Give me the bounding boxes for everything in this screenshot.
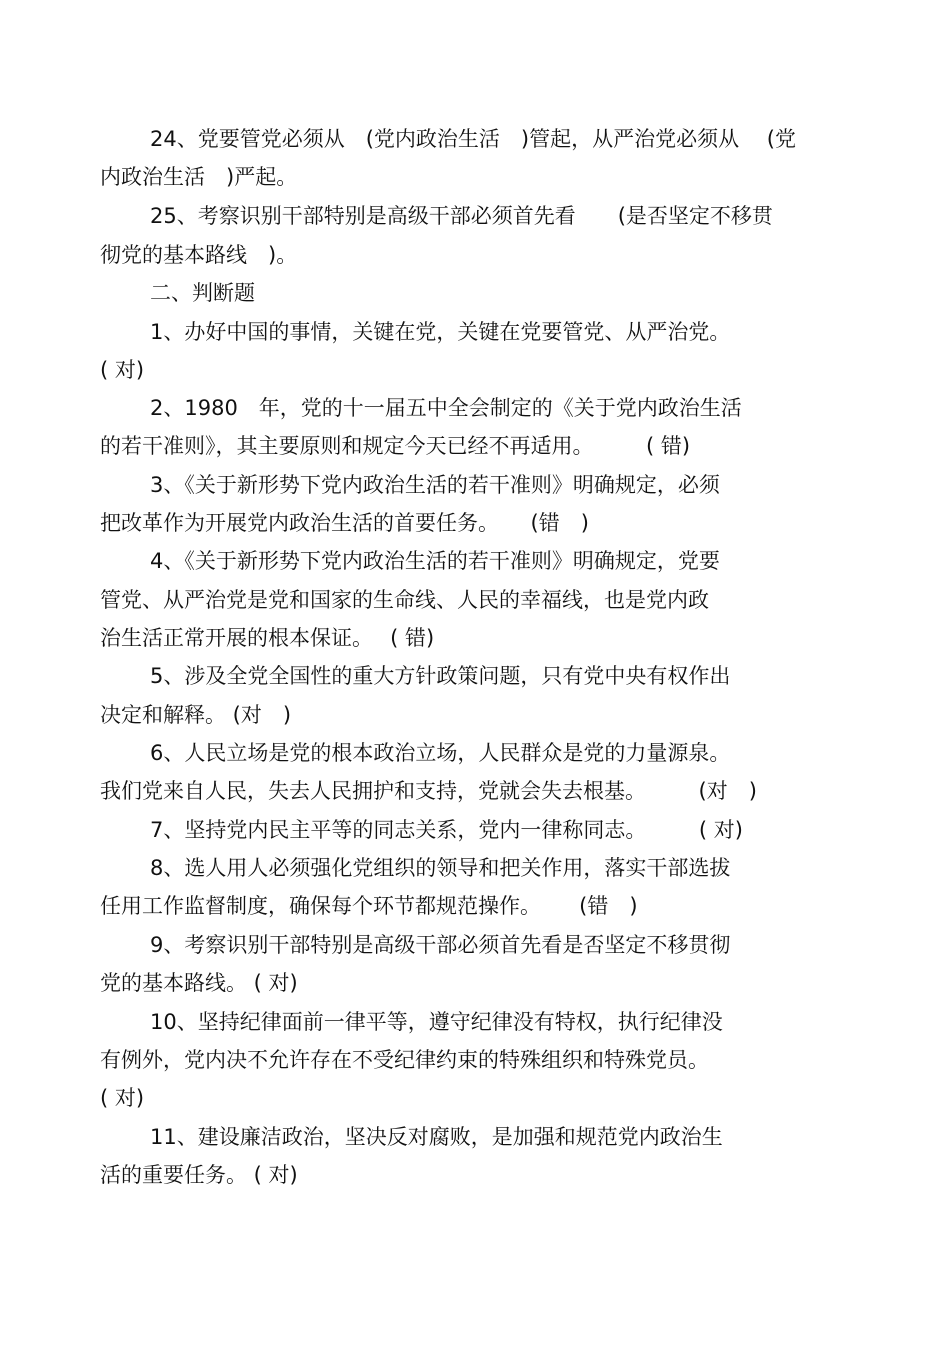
judgement-10-line-1: 10、坚持纪律面前一律平等，遵守纪律没有特权，执行纪律没 xyxy=(150,1010,723,1034)
question-24-line-1: 24、党要管党必须从 (党内政治生活 )管起，从严治党必须从 (党 xyxy=(150,127,796,151)
question-24-line-2: 内政治生活 )严起。 xyxy=(100,165,298,189)
question-25-line-2: 彻党的基本路线 )。 xyxy=(100,243,298,267)
judgement-1-line-2: ( 对) xyxy=(100,358,145,382)
judgement-9-line-2: 党的基本路线。 ( 对) xyxy=(100,971,298,995)
judgement-8-line-1: 8、选人用人必须强化党组织的领导和把关作用，落实干部选拔 xyxy=(150,856,731,880)
judgement-6-line-1: 6、人民立场是党的根本政治立场，人民群众是党的力量源泉。 xyxy=(150,741,731,765)
judgement-5-line-1: 5、涉及全党全国性的重大方针政策问题，只有党中央有权作出 xyxy=(150,664,731,688)
section-heading: 二、判断题 xyxy=(150,281,255,305)
judgement-4-line-1: 4、《关于新形势下党内政治生活的若干准则》明确规定，党要 xyxy=(150,549,720,573)
judgement-4-line-3: 治生活正常开展的根本保证。 ( 错) xyxy=(100,626,435,650)
judgement-8-line-2: 任用工作监督制度，确保每个环节都规范操作。 (错 ) xyxy=(100,894,638,918)
judgement-1-line-1: 1、办好中国的事情，关键在党，关键在党要管党、从严治党。 xyxy=(150,320,731,344)
judgement-11-line-1: 11、建设廉洁政治，坚决反对腐败，是加强和规范党内政治生 xyxy=(150,1125,723,1149)
judgement-4-line-2: 管党、从严治党是党和国家的生命线、人民的幸福线，也是党内政 xyxy=(100,588,709,612)
judgement-10-line-2: 有例外，党内决不允许存在不受纪律约束的特殊组织和特殊党员。 xyxy=(100,1048,709,1072)
judgement-3-line-2: 把改革作为开展党内政治生活的首要任务。 (错 ) xyxy=(100,511,589,535)
judgement-11-line-2: 活的重要任务。 ( 对) xyxy=(100,1163,298,1187)
judgement-3-line-1: 3、《关于新形势下党内政治生活的若干准则》明确规定，必须 xyxy=(150,473,720,497)
judgement-5-line-2: 决定和解释。 (对 ) xyxy=(100,703,292,727)
judgement-6-line-2: 我们党来自人民，失去人民拥护和支持，党就会失去根基。 (对 ) xyxy=(100,779,757,803)
judgement-2-line-2: 的若干准则》，其主要原则和规定今天已经不再适用。 ( 错) xyxy=(100,434,691,458)
judgement-10-line-3: ( 对) xyxy=(100,1086,145,1110)
question-25-line-1: 25、考察识别干部特别是高级干部必须首先看 (是否坚定不移贯 xyxy=(150,204,773,228)
judgement-9-line-1: 9、考察识别干部特别是高级干部必须首先看是否坚定不移贯彻 xyxy=(150,933,731,957)
judgement-7-line-1: 7、坚持党内民主平等的同志关系，党内一律称同志。 ( 对) xyxy=(150,818,743,842)
judgement-2-line-1: 2、1980 年，党的十一届五中全会制定的《关于党内政治生活 xyxy=(150,396,742,420)
